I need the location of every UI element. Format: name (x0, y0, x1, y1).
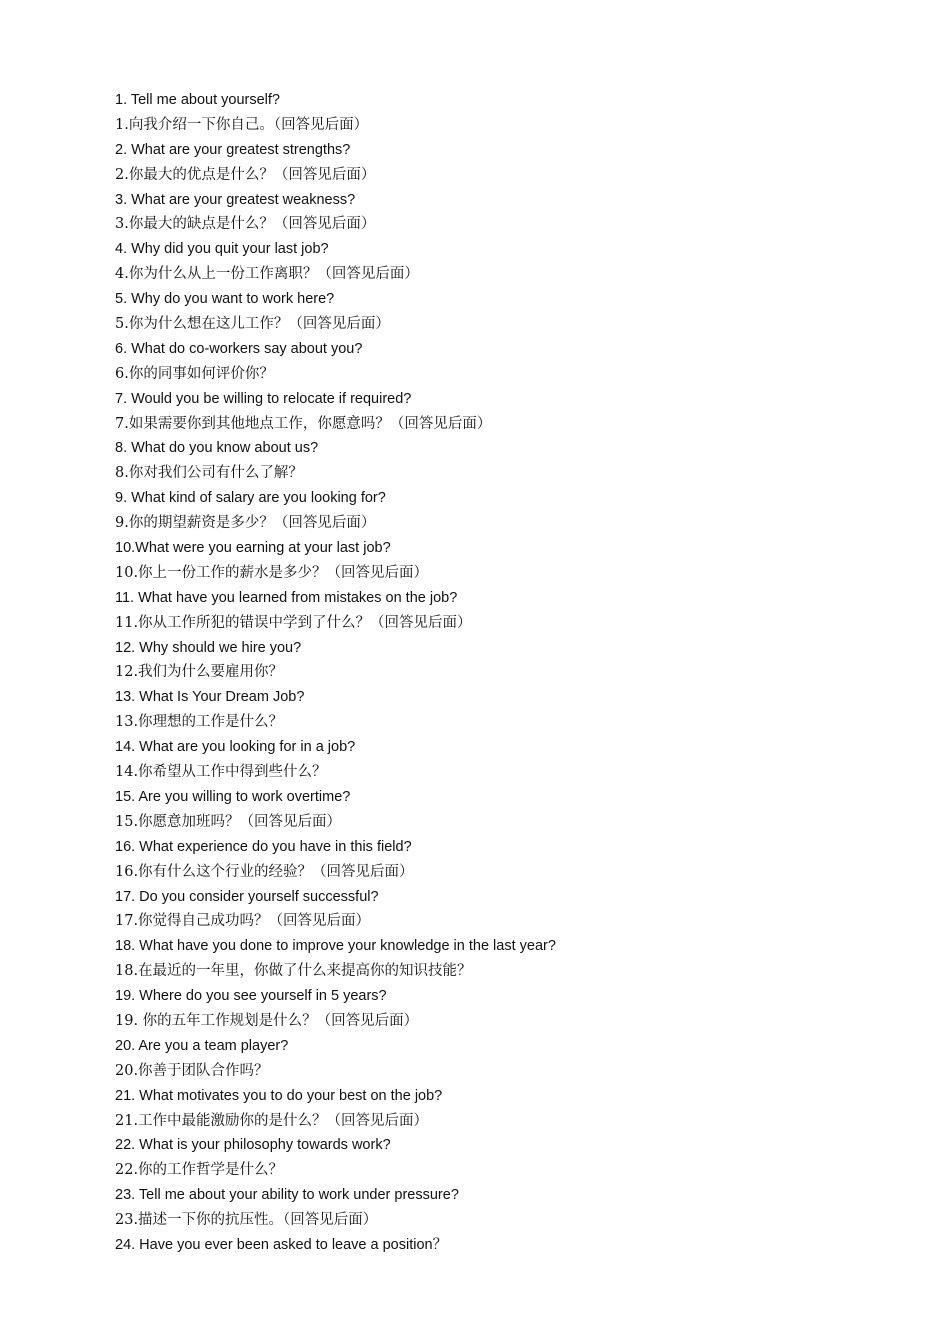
question-line-english: 17. Do you consider yourself successful? (115, 888, 379, 905)
question-line-chinese: 11.你从工作所犯的错误中学到了什么？（回答见后面） (115, 614, 472, 631)
question-line-english: 20. Are you a team player? (115, 1037, 289, 1054)
question-line-chinese: 23.描述一下你的抗压性。（回答见后面） (115, 1212, 378, 1229)
question-line-english: 16. What experience do you have in this field? (115, 838, 412, 855)
question-line-chinese: 8.你对我们公司有什么了解？ (115, 465, 303, 482)
question-line-english: 9. What kind of salary are you looking for? (115, 490, 386, 507)
question-line-chinese: 21.工作中最能激励你的是什么？（回答见后面） (115, 1112, 429, 1129)
question-line-chinese: 4.你为什么从上一份工作离职？（回答见后面） (115, 266, 419, 283)
question-line-english: 23. Tell me about your ability to work under pressure? (115, 1187, 459, 1204)
question-line-english: 3. What are your greatest weakness? (115, 191, 356, 208)
question-line-english: 18. What have you done to improve your knowledge in the last year? (115, 938, 556, 955)
question-line-chinese: 10.你上一份工作的薪水是多少？（回答见后面） (115, 564, 429, 581)
question-line-english: 14. What are you looking for in a job? (115, 739, 356, 756)
question-line-english: 10.What were you earning at your last job? (115, 540, 391, 557)
question-line-chinese: 18.在最近的一年里，你做了什么来提高你的知识技能？ (115, 963, 472, 980)
question-line-chinese: 1.向我介绍一下你自己。（回答见后面） (115, 116, 369, 133)
question-line-chinese: 12.我们为什么要雇用你？ (115, 664, 284, 681)
question-line-english: 13. What Is Your Dream Job? (115, 689, 305, 706)
question-line-english: 4. Why did you quit your last job? (115, 241, 329, 258)
question-line-english: 8. What do you know about us? (115, 440, 319, 457)
question-line-chinese: 20.你善于团队合作吗？ (115, 1062, 269, 1079)
question-line-chinese: 9.你的期望薪资是多少？（回答见后面） (115, 515, 376, 532)
question-line-english: 11. What have you learned from mistakes on the job? (115, 589, 458, 606)
question-line-english: 2. What are your greatest strengths? (115, 141, 351, 158)
question-line-chinese: 22.你的工作哲学是什么？ (115, 1162, 284, 1179)
question-line-english: 7. Would you be willing to relocate if required? (115, 390, 412, 407)
question-line-english: 12. Why should we hire you? (115, 639, 302, 656)
question-list (115, 88, 875, 1258)
question-line-chinese: 17.你觉得自己成功吗？（回答见后面） (115, 913, 371, 930)
question-line-chinese: 16.你有什么这个行业的经验？（回答见后面） (115, 863, 414, 880)
question-line-chinese: 15.你愿意加班吗？（回答见后面） (115, 813, 342, 830)
question-line-chinese: 6.你的同事如何评价你？ (115, 365, 274, 382)
question-line-chinese: 19. 你的五年工作规划是什么？（回答见后面） (115, 1012, 419, 1029)
question-line-english: 15. Are you willing to work overtime? (115, 788, 351, 805)
question-line-english: 21. What motivates you to do your best on the job? (115, 1087, 443, 1104)
question-line-chinese: 13.你理想的工作是什么？ (115, 714, 284, 731)
question-line-chinese: 5.你为什么想在这儿工作？（回答见后面） (115, 316, 390, 333)
question-line-chinese: 3.你最大的缺点是什么？（回答见后面） (115, 216, 376, 233)
question-line-chinese: 2.你最大的优点是什么？（回答见后面） (115, 166, 376, 183)
question-line-english: 19. Where do you see yourself in 5 years? (115, 988, 387, 1005)
question-line-english: 5. Why do you want to work here? (115, 291, 335, 308)
question-line-chinese: 7.如果需要你到其他地点工作，你愿意吗？（回答见后面） (115, 415, 492, 432)
question-line-english: 24. Have you ever been asked to leave a position？ (115, 1236, 448, 1253)
question-line-english: 22. What is your philosophy towards work? (115, 1137, 391, 1154)
question-line-english: 1. Tell me about yourself? (115, 92, 280, 108)
question-line-english: 6. What do co-workers say about you? (115, 340, 363, 357)
question-line-chinese: 14.你希望从工作中得到些什么？ (115, 764, 327, 781)
